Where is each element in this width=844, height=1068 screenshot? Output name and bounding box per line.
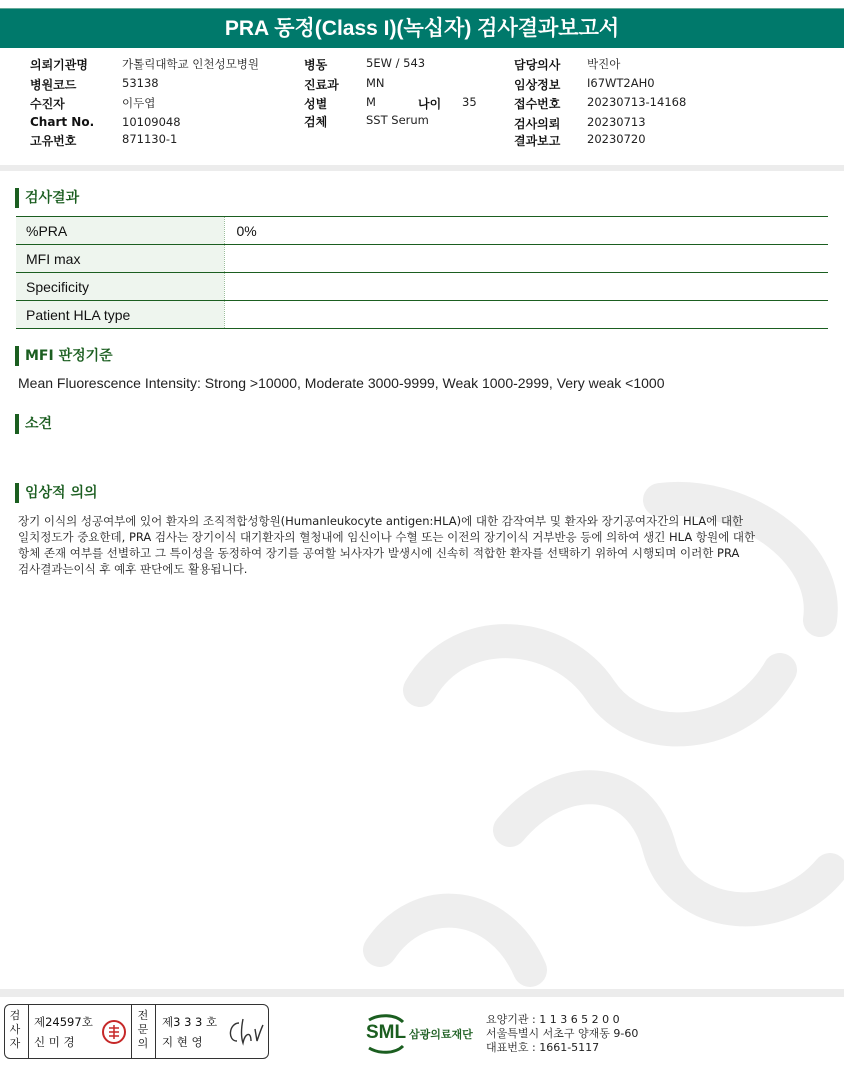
org-provider-code: 요양기관 : 1 1 3 6 5 2 0 0 (486, 1013, 620, 1026)
results-heading: 검사결과 (15, 188, 79, 208)
result-key-mfi-max: MFI max (16, 245, 224, 273)
org-name: 삼광의료재단 (409, 1028, 473, 1041)
result-value-mfi-max (224, 245, 828, 273)
mfi-criteria-text: Mean Fluorescence Intensity: Strong >10000, Moderate 3000-9999, Weak 1000-2999, Very weak <1000 (18, 375, 665, 391)
label-physician: 담당의사 (514, 58, 561, 72)
label-age: 나이 (418, 97, 442, 111)
label-unique-id: 고유번호 (30, 134, 77, 148)
org-phone: 대표번호 : 1661-5117 (486, 1041, 600, 1054)
signature-icon (225, 1015, 265, 1049)
value-report-date: 20230720 (587, 132, 646, 146)
result-key-specificity: Specificity (16, 273, 224, 301)
label-chart-no: Chart No. (30, 115, 95, 129)
value-requesting-institution: 가톨릭대학교 인천성모병원 (122, 57, 259, 71)
value-receipt-no: 20230713-14168 (587, 95, 687, 109)
clinical-line: 일치정도가 중요한데, PRA 검사는 장기이식 대기환자의 혈청내에 임신이나 수혈 또는 이전의 장기이식 거부반응 등에 의하여 생긴 HLA 항원에 대한 (18, 530, 756, 544)
org-info (486, 1013, 638, 1055)
result-value-hla-type (224, 301, 828, 329)
value-request-date: 20230713 (587, 115, 646, 129)
table-row (16, 245, 828, 273)
label-department: 진료과 (304, 78, 339, 92)
seal-stamp-icon (101, 1019, 127, 1045)
result-value-pra: 0% (224, 217, 828, 245)
value-hospital-code: 53138 (122, 76, 159, 90)
value-patient: 이두엽 (122, 96, 156, 110)
results-table (16, 216, 828, 329)
header-divider (0, 165, 844, 171)
value-unique-id: 871130-1 (122, 132, 178, 146)
table-row (16, 273, 828, 301)
clinical-line: 검사결과는이식 후 예후 판단에도 활용됩니다. (18, 562, 248, 576)
label-clinical-info: 임상정보 (514, 78, 561, 92)
clinical-line: 항체 존재 여부를 선별하고 그 특이성을 동정하여 장기를 공여할 뇌사자가 발생시에 신속히 적합한 환자를 선택하기 위하여 시행되며 이러한 PRA (18, 546, 740, 560)
value-sex: M (366, 95, 376, 109)
value-department: MN (366, 76, 385, 90)
org-address: 서울특별시 서초구 양재동 9-60 (486, 1027, 639, 1040)
examiner-name: 신 미 경 (34, 1035, 75, 1049)
specialist-license-no: 제3 3 3 호 (162, 1015, 218, 1029)
value-ward: 5EW / 543 (366, 56, 426, 70)
label-requesting-institution: 의뢰기관명 (30, 58, 88, 72)
label-request-date: 검사의뢰 (514, 117, 561, 131)
report-title: PRA 동정(Class I)(녹십자) 검사결과보고서 (0, 8, 844, 48)
mfi-heading: MFI 판정기준 (15, 346, 113, 366)
value-clinical-info: I67WT2AH0 (587, 76, 655, 90)
label-sex: 성별 (304, 97, 328, 111)
label-report-date: 결과보고 (514, 134, 561, 148)
label-patient: 수진자 (30, 97, 65, 111)
result-key-hla-type: Patient HLA type (16, 301, 224, 329)
label-specimen: 검체 (304, 115, 328, 129)
specialist-vertical-label: 전 문 의 (137, 1009, 149, 1050)
table-row (16, 301, 828, 329)
value-specimen: SST Serum (366, 113, 429, 127)
examiner-vertical-label: 검 사 자 (9, 1009, 21, 1050)
value-age: 35 (462, 95, 477, 109)
table-row (16, 217, 828, 245)
patient-info-block (0, 52, 844, 164)
clinical-heading: 임상적 의의 (15, 483, 98, 503)
label-hospital-code: 병원코드 (30, 78, 77, 92)
opinion-heading: 소견 (15, 414, 52, 434)
clinical-text (18, 513, 808, 577)
result-key-pra: %PRA (16, 217, 224, 245)
result-value-specificity (224, 273, 828, 301)
signature-box (4, 1004, 269, 1059)
clinical-line: 장기 이식의 성공여부에 있어 환자의 조직적합성항원(Humanleukocyte antigen:HLA)에 대한 감작여부 및 환자와 장기공여자간의 HLA에 대한 (18, 514, 744, 528)
value-physician: 박진아 (587, 57, 621, 71)
sml-logo (365, 1014, 485, 1054)
footer-divider (0, 989, 844, 997)
label-ward: 병동 (304, 58, 328, 72)
specialist-name: 지 현 영 (162, 1035, 203, 1049)
examiner-license-no: 제24597호 (34, 1015, 93, 1029)
sml-logo-text: SML (366, 1022, 407, 1043)
label-receipt-no: 접수번호 (514, 97, 561, 111)
value-chart-no: 10109048 (122, 115, 181, 129)
